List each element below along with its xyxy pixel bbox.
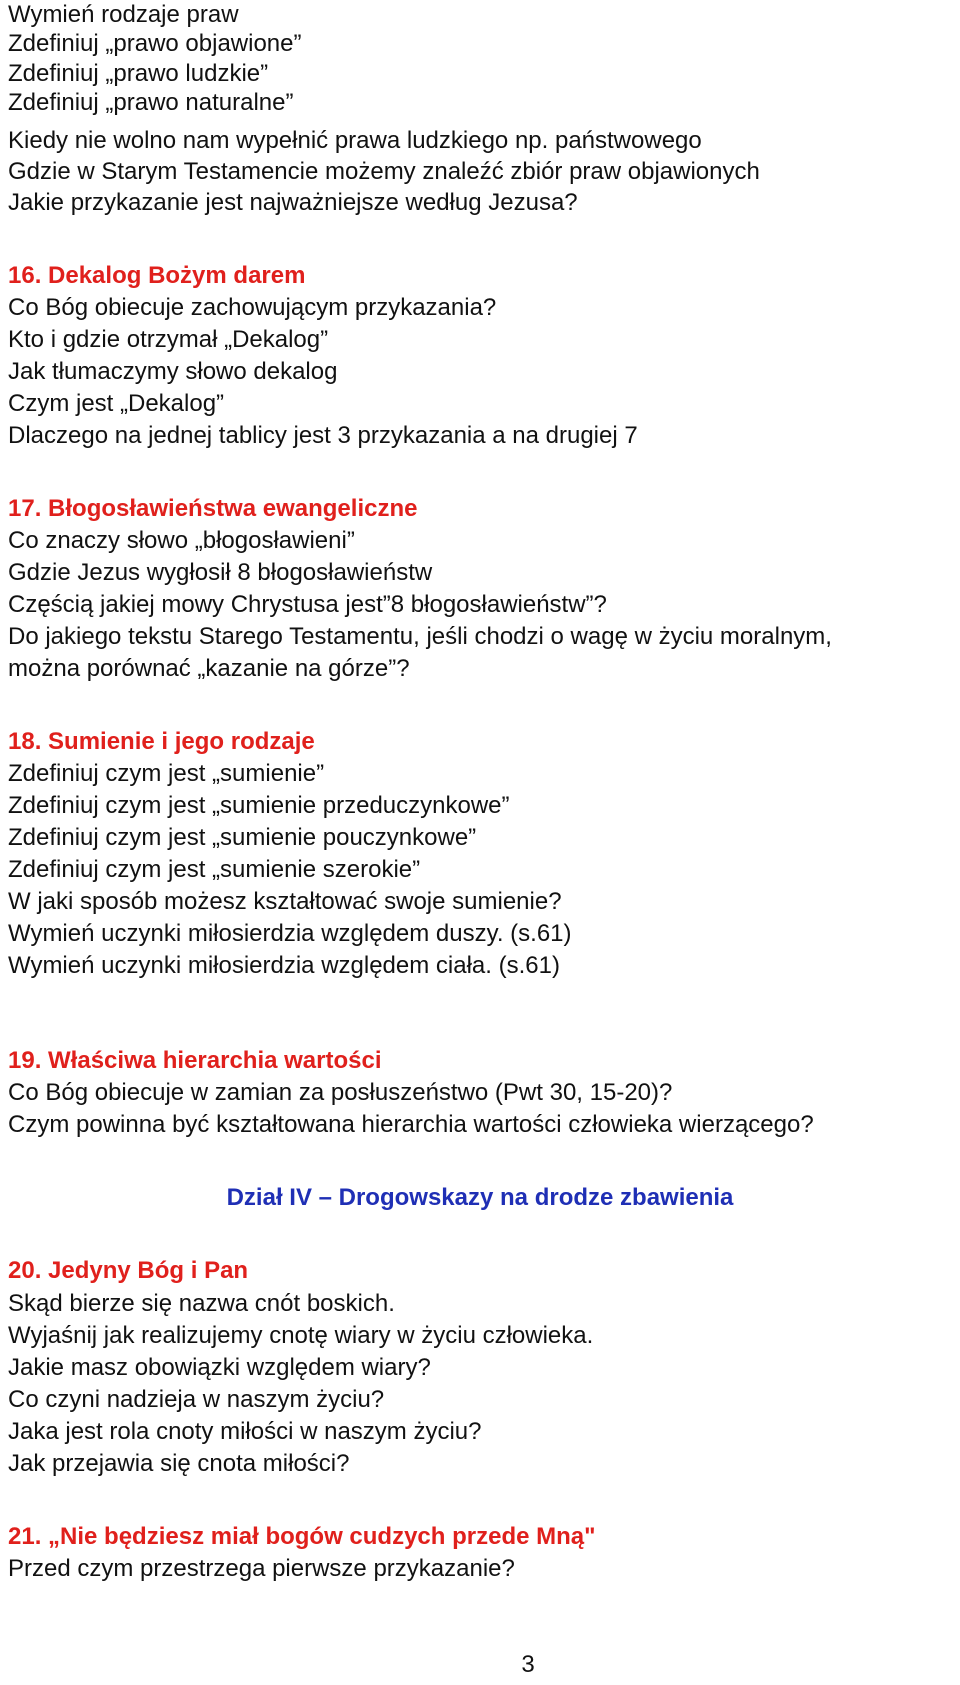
question-line: Częścią jakiej mowy Chrystusa jest”8 błogosławieństw”? <box>8 591 607 618</box>
section-heading: 20. Jedyny Bóg i Pan <box>8 1257 249 1284</box>
question-line: Przed czym przestrzega pierwsze przykazanie? <box>8 1555 515 1582</box>
section-heading: 16. Dekalog Bożym darem <box>8 262 306 289</box>
question-line: Gdzie w Starym Testamencie możemy znaleźć zbiór praw objawionych <box>8 158 760 185</box>
section-heading: 17. Błogosławieństwa ewangeliczne <box>8 495 418 522</box>
question-line: Zdefiniuj czym jest „sumienie przeduczynkowe” <box>8 792 510 819</box>
question-line: Zdefiniuj „prawo naturalne” <box>8 89 294 116</box>
page-number: 3 <box>521 1651 535 1678</box>
question-line: Jaka jest rola cnoty miłości w naszym życiu? <box>8 1418 482 1445</box>
section-heading: 19. Właściwa hierarchia wartości <box>8 1047 382 1074</box>
question-line: Czym powinna być kształtowana hierarchia wartości człowieka wierzącego? <box>8 1111 814 1138</box>
section-heading: 18. Sumienie i jego rodzaje <box>8 728 315 755</box>
question-line: Wymień rodzaje praw <box>8 1 239 28</box>
question-line: Zdefiniuj czym jest „sumienie” <box>8 760 325 787</box>
question-line: Co Bóg obiecuje w zamian za posłuszeństwo (Pwt 30, 15-20)? <box>8 1079 673 1106</box>
question-line: Gdzie Jezus wygłosił 8 błogosławieństw <box>8 559 433 586</box>
question-line: W jaki sposób możesz kształtować swoje sumienie? <box>8 888 562 915</box>
question-line: Co znaczy słowo „błogosławieni” <box>8 527 355 554</box>
question-line: Kiedy nie wolno nam wypełnić prawa ludzkiego np. państwowego <box>8 127 702 154</box>
section-heading: 21. „Nie będziesz miał bogów cudzych przede Mną" <box>8 1523 596 1550</box>
question-line: Skąd bierze się nazwa cnót boskich. <box>8 1290 395 1317</box>
question-line: Zdefiniuj czym jest „sumienie szerokie” <box>8 856 421 883</box>
question-line: Zdefiniuj „prawo objawione” <box>8 30 302 57</box>
question-line: Kto i gdzie otrzymał „Dekalog” <box>8 326 329 353</box>
question-line: Czym jest „Dekalog” <box>8 390 225 417</box>
question-line: Dlaczego na jednej tablicy jest 3 przykazania a na drugiej 7 <box>8 422 638 449</box>
question-line: Co Bóg obiecuje zachowującym przykazania? <box>8 294 497 321</box>
question-line: Wymień uczynki miłosierdzia względem duszy. (s.61) <box>8 920 572 947</box>
question-line: Co czyni nadzieja w naszym życiu? <box>8 1386 385 1413</box>
question-line: Zdefiniuj „prawo ludzkie” <box>8 60 269 87</box>
question-line: Jak tłumaczymy słowo dekalog <box>8 358 338 385</box>
question-line: Do jakiego tekstu Starego Testamentu, jeśli chodzi o wagę w życiu moralnym, <box>8 623 832 650</box>
question-line: można porównać „kazanie na górze”? <box>8 655 410 682</box>
question-line: Jak przejawia się cnota miłości? <box>8 1450 350 1477</box>
part-heading: Dział IV – Drogowskazy na drodze zbawienia <box>226 1184 734 1211</box>
question-line: Jakie przykazanie jest najważniejsze według Jezusa? <box>8 189 578 216</box>
question-line: Wymień uczynki miłosierdzia względem ciała. (s.61) <box>8 952 560 979</box>
question-line: Jakie masz obowiązki względem wiary? <box>8 1354 431 1381</box>
question-line: Wyjaśnij jak realizujemy cnotę wiary w życiu człowieka. <box>8 1322 594 1349</box>
question-line: Zdefiniuj czym jest „sumienie pouczynkowe” <box>8 824 477 851</box>
